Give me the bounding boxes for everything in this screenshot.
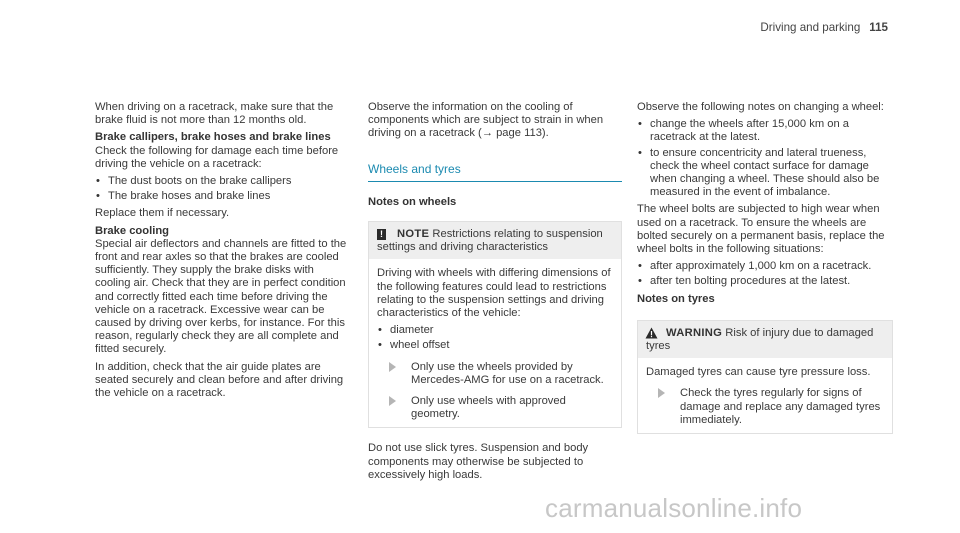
note-box — [368, 221, 622, 428]
list-item: • change the wheels after 15,000 km on a racetrack at the latest. — [637, 118, 893, 144]
brake-list — [95, 175, 351, 203]
bolts-text: The wheel bolts are subjected to high wear when used on a racetrack. To ensure the wheels are bolted securely on a permanent basis, replace the wheel bolts in the following situations: — [637, 203, 885, 256]
column-middle — [368, 101, 622, 486]
list-item: • The dust boots on the brake callipers — [95, 175, 351, 188]
slick-text: Do not use slick tyres. Suspension and body components may otherwise be subjected to excessively high loads. — [368, 442, 589, 481]
note-label: NOTE — [397, 228, 430, 241]
column-left — [95, 101, 351, 404]
warning-text: Damaged tyres can cause tyre pressure loss. — [646, 366, 871, 379]
list-item: • diameter — [377, 324, 613, 337]
step-arrow-icon — [389, 362, 396, 372]
replace-text: Replace them if necessary. — [95, 207, 230, 220]
note-box-body — [369, 259, 621, 427]
step-text: Check the tyres regularly for signs of damage and replace any damaged tyres immediately. — [680, 387, 881, 426]
note-step — [377, 361, 613, 387]
list-item: • after approximately 1,000 km on a racetrack. — [637, 260, 893, 273]
intro-paragraph: When driving on a racetrack, make sure that the brake fluid is not more than 12 months old. — [95, 101, 334, 127]
warning-triangle-icon — [645, 327, 658, 339]
note-icon: ! — [377, 229, 386, 240]
header-title: Driving and parking — [760, 21, 861, 34]
warning-step — [646, 387, 884, 427]
warning-label: WARNING — [666, 326, 723, 339]
step-arrow-icon — [389, 396, 396, 406]
note-step — [377, 395, 613, 421]
notes-wheels-heading: Notes on wheels — [368, 195, 457, 208]
warning-title: Risk of injury due to damaged tyres — [646, 326, 874, 353]
list-item: • The brake hoses and brake lines — [95, 190, 351, 203]
guide-text: In addition, check that the air guide plates are seated securely and clean before and after driving the vehicle on a racetrack. — [95, 360, 344, 400]
bolts-list — [637, 260, 893, 288]
brake-heading: Brake callipers, brake hoses and brake lines — [95, 131, 331, 144]
note-title: Restrictions relating to suspension settings and driving characteristics — [377, 228, 603, 254]
page-number: 115 — [869, 21, 888, 34]
observe-text: Observe the following notes on changing a wheel: — [637, 101, 884, 113]
page-header — [760, 21, 888, 34]
note-text: Driving with wheels with differing dimensions of the following features could lead to restrictions relating to the suspension settings and driving characteristics of the vehicle: — [377, 267, 611, 320]
section-title: Wheels and tyres — [368, 163, 622, 182]
column-right — [637, 101, 893, 448]
wheel-change-list — [637, 118, 893, 199]
note-list — [377, 324, 613, 352]
step-text: Only use wheels with approved geometry. — [411, 395, 566, 421]
warning-box — [637, 320, 893, 434]
cooling-observe: Observe the information on the cooling of components which are subject to strain in when driving on a racetrack (→ page 113). — [368, 101, 604, 140]
tyres-heading: Notes on tyres — [637, 292, 715, 305]
watermark: carmanualsonline.info — [545, 493, 803, 523]
list-item: • to ensure concentricity and lateral trueness, check the wheel contact surface for damage when changing a wheel. These should also be measured in the event of imbalance. — [637, 147, 893, 200]
step-arrow-icon — [658, 388, 665, 398]
brake-text: Check the following for damage each time before driving the vehicle on a racetrack: — [95, 144, 339, 170]
note-box-header — [369, 222, 621, 259]
list-item: • after ten bolting procedures at the latest. — [637, 275, 893, 288]
cooling-text: Special air deflectors and channels are fitted to the front and rear axles so that the brakes are cooled sufficiently. They supply the brake disks with cooling air. Check that they are in perfect condition and correctly fitted each time before driving the vehicle on a racetrack. Excessive wear can be caused by driving over kerbs, for instance. For this reason, regularly check they are all complete and fitted securely. — [95, 237, 347, 356]
list-item: • wheel offset — [377, 339, 613, 352]
warning-box-header — [638, 321, 892, 358]
step-text: Only use the wheels provided by Mercedes-AMG for use on a racetrack. — [411, 360, 604, 386]
cooling-heading: Brake cooling — [95, 224, 169, 237]
warning-box-body — [638, 358, 892, 433]
